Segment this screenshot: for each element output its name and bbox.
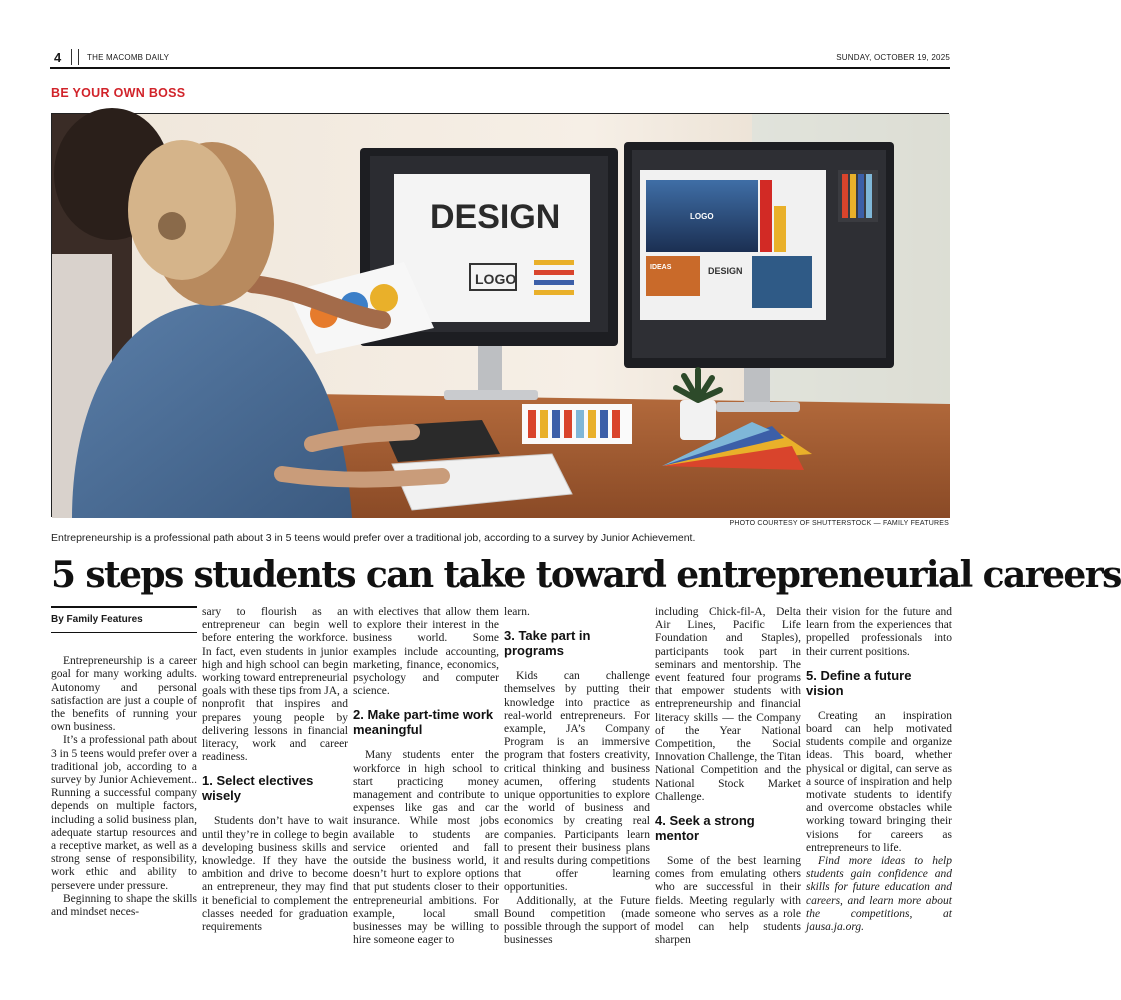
section-label: BE YOUR OWN BOSS bbox=[51, 86, 186, 100]
paragraph: with electives that allow them to explore their interest in the business world. Some examples include accounting, marketing, finance, economics, psychology and computer science. bbox=[353, 606, 499, 698]
newspaper-name: THE MACOMB DAILY bbox=[87, 53, 170, 62]
paragraph: Additionally, at the Future Bound competition (made possible through the support of businesses bbox=[504, 894, 650, 947]
paragraph: Creating an inspiration board can help motivated students compile and organize ideas. This board, whether physical or digital, can serve as a source of inspiration and help motivate students to identify and overcome obstacles while working toward bringing their visions for careers as entrepreneurs to life. bbox=[806, 709, 952, 854]
step-heading: 3. Take part in programs bbox=[504, 628, 591, 659]
step-heading: 5. Define a future vision bbox=[806, 667, 912, 698]
paragraph: Some of the best learning comes from emulating others who are successful in their fields. Meeting regularly with someone who serves as a role model can help students sharpen bbox=[655, 855, 801, 947]
screen-ideas-text: IDEAS bbox=[650, 264, 672, 271]
paragraph: It’s a professional path about 3 in 5 teens would prefer over a traditional job, according to a survey by Junior Achievement.. Running a successful company depends on multiple factors, including a solid business plan, adequate startup resources and a receptive market, as well as a strong sense of responsibility, work ethic and ability to persevere under pressure. bbox=[51, 734, 197, 892]
paragraph: including Chick-fil-A, Delta Air Lines, Pacific Life Foundation and Staples), participants took part in seminars and mentorship. The event featured four programs that empower students with entrepreneurship and financial literacy skills — the Company of the Year National Competition, the Social Innovation Challenge, the Titan National Competition and the National Stock Market Challenge. bbox=[655, 606, 801, 803]
screen-right-design-text: DESIGN bbox=[708, 266, 743, 276]
page-number: 4 bbox=[54, 50, 62, 65]
step-heading: 2. Make part-time work meaningful bbox=[353, 707, 494, 738]
article-column-2 bbox=[202, 606, 348, 934]
paragraph: their vision for the future and learn from the experiences that propelled professionals into their current positions. bbox=[806, 606, 952, 658]
article-column-3 bbox=[353, 606, 499, 947]
header-rule bbox=[50, 67, 950, 69]
paragraph: Many students enter the workforce in high school to start practicing money management and contribute to expenses like gas and car insurance. While most jobs available to students are service oriented and fall outside the business world, it doesn’t hurt to explore options that put students closer to their entrepreneurial ambitions. For example, local small businesses may be willing to hire someone eager to bbox=[353, 749, 499, 947]
paragraph: sary to flourish as an entrepreneur can begin well before entering the workforce. In fact, even students in junior high and high school can begin working toward entrepreneurial goals with these tips from JA, a nonprofit that inspires and prepares young people by delivering lessons in financial literacy, work and career readiness. bbox=[202, 606, 348, 764]
step-heading: 4. Seek a strong mentor bbox=[655, 813, 755, 844]
page-header bbox=[50, 48, 950, 68]
header-divider bbox=[71, 49, 79, 65]
article-column-4 bbox=[504, 606, 650, 947]
screen-design-text: DESIGN bbox=[430, 198, 561, 236]
paragraph: Students don’t have to wait until they’re in college to begin developing business skills and knowledge. If they have the ambition and drive to become an entrepreneur, they may find it beneficial to complement the classes needed for graduation requirements bbox=[202, 815, 348, 934]
article-column-5 bbox=[655, 606, 801, 947]
photo-credit: PHOTO COURTESY OF SHUTTERSTOCK — FAMILY FEATURES bbox=[729, 520, 949, 527]
paragraph: Entrepreneurship is a career goal for many working adults. Autonomy and personal satisfaction are just a couple of the benefits of running your own business. bbox=[51, 655, 197, 734]
screen-logo-text: LOGO bbox=[475, 271, 517, 287]
feature-photo bbox=[51, 113, 949, 517]
byline: By Family Features bbox=[51, 606, 197, 633]
screen-right-logo-text: LOGO bbox=[690, 212, 714, 221]
paragraph: Beginning to shape the skills and mindset neces- bbox=[51, 892, 197, 919]
step-heading: 1. Select electives wisely bbox=[202, 773, 314, 804]
photo-caption: Entrepreneurship is a professional path about 3 in 5 teens would prefer over a traditional job, according to a survey by Junior Achievement. bbox=[51, 532, 696, 544]
issue-date: SUNDAY, OCTOBER 19, 2025 bbox=[836, 53, 950, 62]
article-column-6 bbox=[806, 606, 952, 934]
article-column-1 bbox=[51, 606, 197, 919]
headline: 5 steps students can take toward entrepreneurial careers bbox=[51, 554, 1121, 596]
paragraph: Kids can challenge themselves by putting their knowledge into practice as real-world entrepreneurs. For example, JA’s Company Program is an immersive program that fosters creativity, critical thinking and business acumen, offering students unique opportunities to explore the world of business and economics by creating real companies. Participants learn to present their business plans and results during competitions that offer learning opportunities. bbox=[504, 670, 650, 894]
closing-note: Find more ideas to help students gain confidence and skills for future education and careers, and learn more about the competitions, at jausa.ja.org. bbox=[806, 855, 952, 934]
paragraph: learn. bbox=[504, 606, 530, 618]
